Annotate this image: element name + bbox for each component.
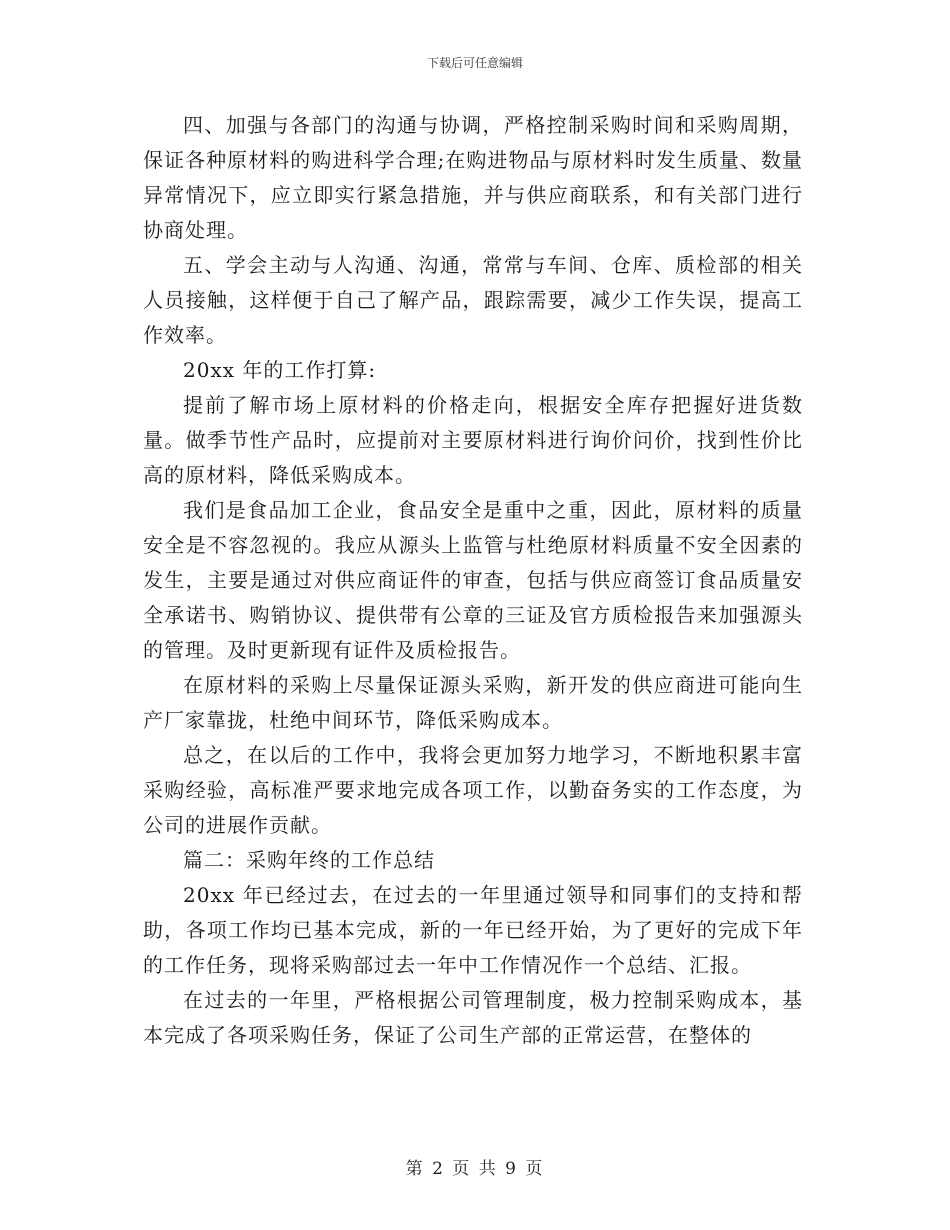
paragraph-year-review: 20xx 年已经过去，在过去的一年里通过领导和同事们的支持和帮助，各项工作均已基本完成，新的一年已经开始，为了更好的完成下年的工作任务，现将采购部过去一年中工作情况作一个总结、汇报。	[143, 883, 803, 977]
paragraph-item-5: 五、学会主动与人沟通、沟通，常常与车间、仓库、质检部的相关人员接触，这样便于自己了解产品，跟踪需要，减少工作失误，提高工作效率。	[143, 253, 803, 347]
paragraph-item-4: 四、加强与各部门的沟通与协调，严格控制采购时间和采购周期，保证各种原材料的购进科学合理;在购进物品与原材料时发生质量、数量异常情况下，应立即实行紧急措施，并与供应商联系，和有关部门进行协商处理。	[143, 113, 803, 242]
paragraph-plan-heading: 20xx 年的工作打算:	[183, 358, 377, 382]
paragraph-past-year: 在过去的一年里，严格根据公司管理制度，极力控制采购成本，基本完成了各项采购任务，保证了公司生产部的正常运营，在整体的	[143, 988, 803, 1047]
paragraph-food-safety: 我们是食品加工企业，食品安全是重中之重，因此，原材料的质量安全是不容忽视的。我应从源头上监管与杜绝原材料质量不安全因素的发生，主要是通过对供应商证件的审查，包括与供应商签订食品质量安全承诺书、购销协议、提供带有公章的三证及官方质检报告来加强源头的管理。及时更新现有证件及质检报告。	[143, 498, 803, 662]
document-body	[143, 108, 803, 1053]
paragraph-conclusion: 总之，在以后的工作中，我将会更加努力地学习，不断地积累丰富采购经验，高标准严要求地完成各项工作，以勤奋务实的工作态度，为公司的进展作贡献。	[143, 743, 803, 837]
paragraph-plan-pricing: 提前了解市场上原材料的价格走向，根据安全库存把握好进货数量。做季节性产品时，应提前对主要原材料进行询价问价，找到性价比高的原材料，降低采购成本。	[143, 393, 803, 487]
page-header: 下载后可任意编辑	[426, 56, 523, 70]
section-heading-part-two: 篇二：采购年终的工作总结	[183, 848, 435, 872]
paragraph-source-purchasing: 在原材料的采购上尽量保证源头采购，新开发的供应商进可能向生产厂家靠拢，杜绝中间环节，降低采购成本。	[143, 673, 803, 732]
page-number: 第 2 页 共 9 页	[405, 1159, 545, 1179]
